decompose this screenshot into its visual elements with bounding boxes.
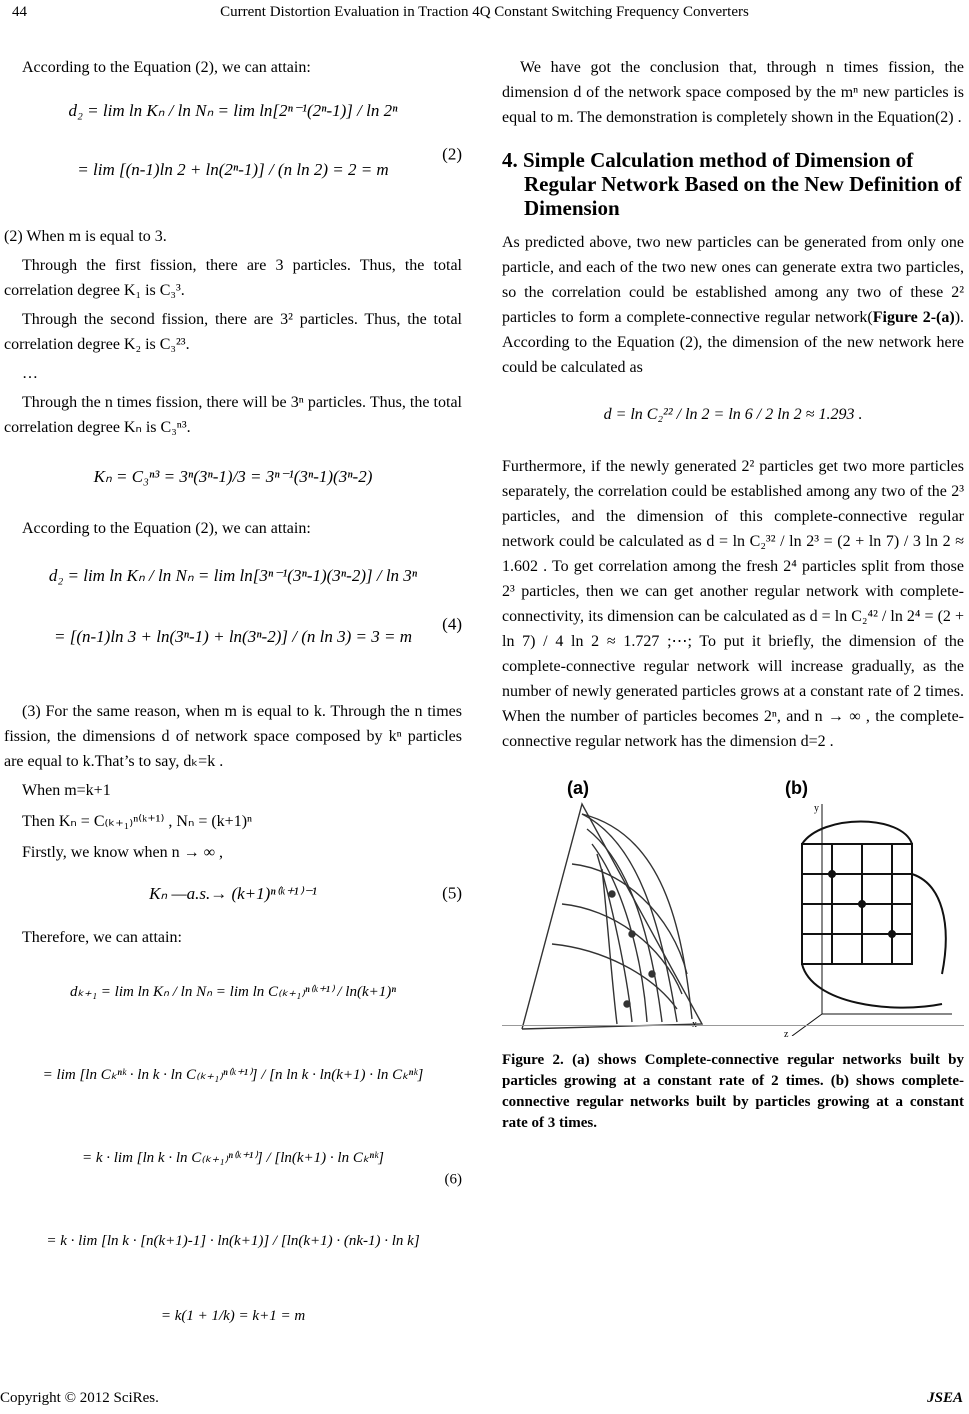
paragraph: Therefore, we can attain: <box>22 929 182 946</box>
axis-label-y: y <box>814 803 819 814</box>
equation-line: Kₙ = C₃ⁿ³ = 3ⁿ(3ⁿ-1)/3 = 3ⁿ⁻¹(3ⁿ-1)(3ⁿ-2) <box>93 467 373 486</box>
figure-reference: Figure 2-(a) <box>872 309 955 326</box>
network-b <box>792 804 952 1036</box>
figure-2 <box>502 774 964 1040</box>
paragraph: (2) When m is equal to 3. <box>4 228 167 245</box>
journal-name: JSEA <box>927 1390 963 1406</box>
equation-line: d₂ = lim ln Kₙ / ln Nₙ = lim ln[3ⁿ⁻¹(3ⁿ-1)(3ⁿ-2)] / ln 3ⁿ <box>48 566 418 585</box>
paragraph: Through the n times fission, there will be 3ⁿ particles. Thus, the total correlation degree Kₙ is C₃ⁿ³. <box>4 394 462 436</box>
equation-line: = k · lim [ln k · [n(k+1)-1] · ln(k+1)] / [ln(k+1) · (nk-1) · ln k] <box>46 1233 420 1249</box>
paragraph: According to the Equation (2), we can attain: <box>22 520 311 537</box>
equation-2 <box>4 98 462 210</box>
left-column <box>4 55 462 1390</box>
figure-label-a: (a) <box>567 778 589 798</box>
network-a <box>522 804 702 1029</box>
equation-number: (5) <box>442 883 462 903</box>
equation-number: (4) <box>442 614 462 634</box>
paragraph: Firstly, we know when n → ∞ , <box>22 844 224 861</box>
paragraph: Through the second fission, there are 3² particles. Thus, the total correlation degree K₂ is C₃²³. <box>4 311 462 353</box>
equation-4 <box>4 563 462 685</box>
paragraph: Furthermore, if the newly generated 2² particles get two more particles separately, the correlation could be established among any two of the 2³ particles, and the dimension of this complete-connective regular network could be calculated as d = ln C₂³² / ln 2³ = (2 + ln 7) / 3 ln 2 ≈ 1.602 . To get correlation among the fresh 2⁴ particles split from those 2³ particles, then we can get another regular network with complete-connectivity, its dimension can be calculated as d = ln C₂⁴² / ln 2⁴ = (2 + ln 7) / 4 ln 2 ≈ 1.727 ;⋯; To put it briefly, the dimension of the complete-connective regular network will increase gradually, as the number of newly generated particles grows at a constant rate of 2 times. When the number of particles becomes 2ⁿ, and n → ∞ , the complete-connective regular network has the dimension d=2 . <box>502 458 964 750</box>
equation-line: = lim [ln Cₖⁿᵏ · ln k · ln C₍ₖ₊₁₎ⁿ⁽ᵏ⁺¹⁾] / [n ln k · ln(k+1) · ln Cₖⁿᵏ] <box>42 1067 424 1083</box>
axis-label-z: z <box>784 1029 789 1040</box>
figure-2-image <box>502 774 964 1036</box>
equation-dimension-2 <box>502 386 964 444</box>
equation-number: (6) <box>444 1171 462 1188</box>
equation-3 <box>4 446 462 506</box>
section-heading: 4. Simple Calculation method of Dimension of Regular Network Based on the New Definition of Dimension <box>502 148 962 220</box>
copyright: Copyright © 2012 SciRes. <box>0 1390 159 1406</box>
paragraph-text: As predicted above, two new particles can be generated from only one particle, and each of the two new ones can generate extra two particles, so the correlation could be established among any two of these 2² particles to form a complete-connective regular network( <box>502 234 964 326</box>
paragraph-text: ). According to the Equation (2), the dimension of the new network here could be calculated as <box>502 309 965 376</box>
equation-line: dₖ₊₁ = lim ln Kₙ / ln Nₙ = lim ln C₍ₖ₊₁₎ⁿ⁽ᵏ⁺¹⁾ / ln(k+1)ⁿ <box>70 984 396 1000</box>
figure-label-b: (b) <box>785 778 808 798</box>
paragraph: When m=k+1 <box>22 782 111 799</box>
equation-line: = k(1 + 1/k) = k+1 = m <box>160 1308 306 1324</box>
paragraph: Then Kₙ = C₍ₖ₊₁₎ⁿ⁽ᵏ⁺¹⁾ , Nₙ = (k+1)ⁿ <box>22 813 253 830</box>
page-number: 44 <box>12 4 27 20</box>
paragraph <box>502 230 964 380</box>
paragraph: (3) For the same reason, when m is equal to k. Through the n times fission, the dimensions d of network space composed by kⁿ particles are equal to k.That’s to say, dₖ=k . <box>4 703 462 770</box>
equation-number: (2) <box>442 144 462 164</box>
equation-line: d = ln C₂²² / ln 2 = ln 6 / 2 ln 2 ≈ 1.293 . <box>603 406 863 423</box>
running-title: Current Distortion Evaluation in Traction 4Q Constant Switching Frequency Converters <box>220 4 749 20</box>
figure-caption: Figure 2. (a) shows Complete-connective regular networks built by particles growing at a constant rate of 2 times. (b) shows complete-connective regular networks built by particles growing at a constant rate of 3 times. <box>502 1052 964 1131</box>
equation-6 <box>4 980 462 1380</box>
figure-divider <box>502 1025 964 1026</box>
equation-line: = k · lim [ln k · ln C₍ₖ₊₁₎ⁿ⁽ᵏ⁺¹⁾] / [ln(k+1) · ln Cₖⁿᵏ] <box>81 1150 384 1166</box>
equation-line: = [(n-1)ln 3 + ln(3ⁿ-1) + ln(3ⁿ-2)] / (n ln 3) = 3 = m <box>54 627 412 646</box>
equation-line: Kₙ —a.s.→ (k+1)ⁿ⁽ᵏ⁺¹⁾⁻¹ <box>149 884 317 903</box>
ellipsis: … <box>22 365 38 382</box>
equation-line: = lim [(n-1)ln 2 + ln(2ⁿ-1)] / (n ln 2) = 2 = m <box>77 160 389 179</box>
paragraph: According to the Equation (2), we can attain: <box>22 59 311 76</box>
axis-label-x: x <box>692 1019 697 1030</box>
equation-line: d₂ = lim ln Kₙ / ln Nₙ = lim ln[2ⁿ⁻¹(2ⁿ-1)] / ln 2ⁿ <box>68 101 398 120</box>
paragraph: Through the first fission, there are 3 particles. Thus, the total correlation degree K₁ is C₃³. <box>4 257 462 299</box>
paragraph: We have got the conclusion that, through n times fission, the dimension d of the network space composed by the mⁿ new particles is equal to m. The demonstration is completely shown in the Equation(2) . <box>502 59 964 126</box>
equation-5 <box>4 871 462 915</box>
right-column <box>502 55 964 1134</box>
